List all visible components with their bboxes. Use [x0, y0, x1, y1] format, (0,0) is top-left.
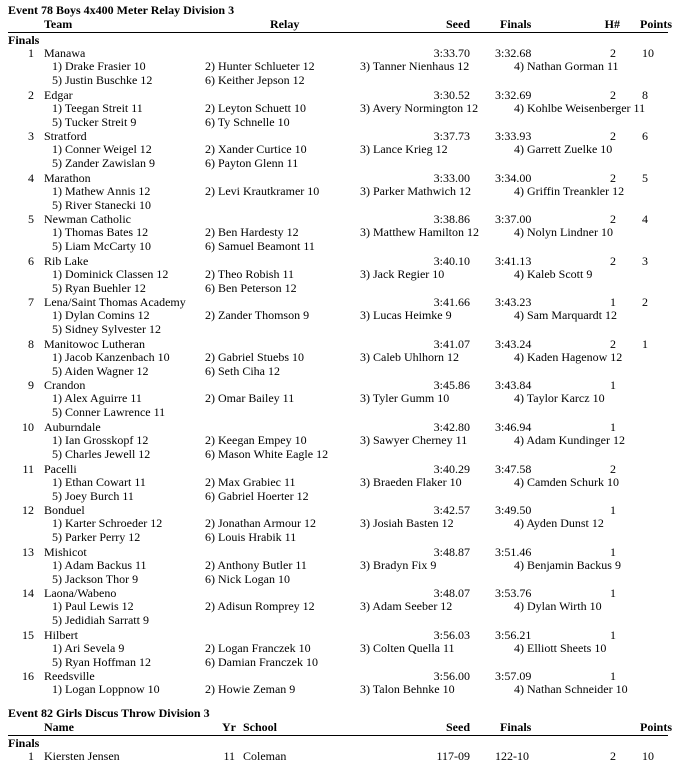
result-place: 16	[22, 669, 34, 683]
relay-runner: 2) Keegan Empey 10	[205, 433, 307, 447]
relay-runner: 1) Drake Frasier 10	[52, 59, 146, 73]
relay-runner: 4) Sam Marquardt 12	[514, 308, 617, 322]
relay-runner: 5) Ryan Hoffman 12	[52, 655, 151, 669]
result-finals: 3:57.09	[495, 669, 532, 683]
result-team: Manitowoc Lutheran	[44, 337, 145, 351]
result-points: 4	[642, 212, 648, 226]
relay-runner: 5) Ryan Buehler 12	[52, 281, 146, 295]
relay-runner: 2) Leyton Schuett 10	[205, 101, 306, 115]
relay-runner: 4) Kohlbe Weisenberger 11	[514, 101, 646, 115]
header-divider	[8, 32, 668, 33]
result-place: 6	[28, 254, 34, 268]
col-header-name: Name	[44, 720, 74, 734]
relay-runner: 1) Ethan Cowart 11	[52, 475, 146, 489]
relay-runner: 4) Garrett Zuelke 10	[514, 142, 613, 156]
relay-runner: 3) Caleb Uhlhorn 12	[360, 350, 459, 364]
result-team: Newman Catholic	[44, 212, 131, 226]
result-place: 10	[22, 420, 34, 434]
result-finals: 3:32.68	[495, 46, 532, 60]
result-place: 1	[28, 46, 34, 60]
relay-runner: 1) Ari Sevela 9	[52, 641, 125, 655]
relay-runner: 2) Omar Bailey 11	[205, 391, 295, 405]
relay-runner: 3) Braeden Flaker 10	[360, 475, 462, 489]
header-divider	[8, 735, 668, 736]
result-seed: 3:30.52	[433, 88, 470, 102]
relay-runner: 3) Tanner Nienhaus 12	[360, 59, 470, 73]
result-heat: 1	[610, 669, 616, 683]
result-team: Rib Lake	[44, 254, 89, 268]
result-finals: 3:37.00	[495, 212, 532, 226]
col-header-yr: Yr	[222, 720, 236, 734]
relay-runner: 3) Lucas Heimke 9	[360, 308, 452, 322]
result-heat: 2	[610, 462, 616, 476]
relay-runner: 5) River Stanecki 10	[52, 198, 151, 212]
event-title: Event 78 Boys 4x400 Meter Relay Division 3	[8, 3, 235, 17]
result-heat: 1	[610, 503, 616, 517]
result-team: Stratford	[44, 129, 87, 143]
col-header-points: Points	[640, 17, 673, 31]
relay-runner: 3) Adam Seeber 12	[360, 599, 453, 613]
result-finals: 3:47.58	[495, 462, 532, 476]
relay-runner: 3) Colten Quella 11	[360, 641, 455, 655]
col-header-points: Points	[640, 720, 673, 734]
result-finals: 3:34.00	[495, 171, 532, 185]
result-finals: 3:53.76	[495, 586, 532, 600]
result-place: 11	[22, 462, 34, 476]
relay-runner: 3) Parker Mathwich 12	[360, 184, 471, 198]
col-header-team: Team	[44, 17, 73, 31]
relay-runner: 2) Howie Zeman 9	[205, 682, 296, 696]
result-year: 11	[223, 749, 235, 763]
result-heat: 2	[610, 88, 616, 102]
relay-runner: 5) Sidney Sylvester 12	[52, 322, 161, 336]
relay-runner: 6) Damian Franczek 10	[205, 655, 318, 669]
result-seed: 3:33.70	[433, 46, 470, 60]
relay-runner: 2) Zander Thomson 9	[205, 308, 310, 322]
result-place: 8	[28, 337, 34, 351]
result-place: 5	[28, 212, 34, 226]
result-finals: 3:32.69	[495, 88, 532, 102]
result-seed: 3:40.10	[433, 254, 470, 268]
result-points: 6	[642, 129, 648, 143]
relay-runner: 6) Gabriel Hoerter 12	[205, 489, 309, 503]
relay-runner: 1) Karter Schroeder 12	[52, 516, 163, 530]
result-seed: 3:48.87	[433, 545, 470, 559]
relay-runner: 1) Teegan Streit 11	[52, 101, 143, 115]
result-heat: 1	[610, 545, 616, 559]
relay-runner: 2) Adisun Romprey 12	[205, 599, 315, 613]
relay-runner: 2) Jonathan Armour 12	[205, 516, 316, 530]
relay-runner: 5) Jackson Thor 9	[52, 572, 139, 586]
result-seed: 3:41.66	[433, 295, 470, 309]
relay-runner: 3) Jack Regier 10	[360, 267, 445, 281]
result-heat: 1	[610, 378, 616, 392]
relay-runner: 1) Dylan Comins 12	[52, 308, 150, 322]
relay-runner: 3) Talon Behnke 10	[360, 682, 455, 696]
relay-runner: 1) Paul Lewis 12	[52, 599, 134, 613]
result-seed: 117-09	[436, 749, 470, 763]
relay-runner: 6) Seth Ciha 12	[205, 364, 280, 378]
result-finals: 3:51.46	[495, 545, 532, 559]
relay-runner: 6) Keither Jepson 12	[205, 73, 305, 87]
result-points: 5	[642, 171, 648, 185]
relay-runner: 2) Theo Robish 11	[205, 267, 294, 281]
relay-runner: 3) Josiah Basten 12	[360, 516, 454, 530]
result-heat: 1	[610, 628, 616, 642]
result-place: 12	[22, 503, 34, 517]
result-team: Marathon	[44, 171, 91, 185]
relay-runner: 1) Logan Loppnow 10	[52, 682, 160, 696]
relay-runner: 5) Liam McCarty 10	[52, 239, 151, 253]
relay-runner: 4) Taylor Karcz 10	[514, 391, 605, 405]
result-heat: 2	[610, 129, 616, 143]
event-title: Event 82 Girls Discus Throw Division 3	[8, 706, 210, 720]
result-team: Hilbert	[44, 628, 78, 642]
relay-runner: 1) Jacob Kanzenbach 10	[52, 350, 170, 364]
result-heat: 1	[610, 586, 616, 600]
relay-runner: 4) Nolyn Lindner 10	[514, 225, 613, 239]
result-heat: 2	[610, 212, 616, 226]
result-points: 1	[642, 337, 648, 351]
relay-runner: 1) Thomas Bates 12	[52, 225, 149, 239]
relay-runner: 1) Ian Grosskopf 12	[52, 433, 149, 447]
result-points: 3	[642, 254, 648, 268]
result-team: Manawa	[44, 46, 86, 60]
col-header-school: School	[243, 720, 278, 734]
relay-runner: 4) Nathan Schneider 10	[514, 682, 628, 696]
result-heat: 1	[610, 420, 616, 434]
result-finals: 3:43.23	[495, 295, 532, 309]
result-team: Bonduel	[44, 503, 85, 517]
result-seed: 3:42.80	[433, 420, 470, 434]
result-team: Laona/Wabeno	[44, 586, 117, 600]
result-team: Auburndale	[44, 420, 101, 434]
relay-runner: 4) Ayden Dunst 12	[514, 516, 604, 530]
section-label: Finals	[8, 736, 40, 750]
relay-runner: 2) Max Grabiec 11	[205, 475, 296, 489]
relay-runner: 4) Elliott Sheets 10	[514, 641, 607, 655]
relay-runner: 2) Levi Krautkramer 10	[205, 184, 320, 198]
result-place: 13	[22, 545, 34, 559]
section-label: Finals	[8, 33, 40, 47]
result-place: 9	[28, 378, 34, 392]
relay-runner: 6) Mason White Eagle 12	[205, 447, 329, 461]
result-place: 3	[28, 129, 34, 143]
result-school: Coleman	[243, 749, 287, 763]
relay-runner: 5) Charles Jewell 12	[52, 447, 151, 461]
relay-runner: 5) Justin Buschke 12	[52, 73, 153, 87]
result-points: 10	[642, 749, 654, 763]
relay-runner: 4) Benjamin Backus 9	[514, 558, 621, 572]
relay-runner: 2) Xander Curtice 10	[205, 142, 307, 156]
result-heat: 1	[610, 295, 616, 309]
relay-runner: 3) Sawyer Cherney 11	[360, 433, 468, 447]
col-header-heat: H#	[604, 17, 620, 31]
result-finals: 3:43.24	[495, 337, 532, 351]
relay-runner: 3) Lance Krieg 12	[360, 142, 448, 156]
relay-runner: 5) Tucker Streit 9	[52, 115, 137, 129]
result-team: Crandon	[44, 378, 86, 392]
result-seed: 3:33.00	[433, 171, 470, 185]
result-seed: 3:45.86	[433, 378, 470, 392]
relay-runner: 1) Mathew Annis 12	[52, 184, 151, 198]
result-finals: 3:33.93	[495, 129, 532, 143]
relay-runner: 1) Adam Backus 11	[52, 558, 147, 572]
result-seed: 3:40.29	[433, 462, 470, 476]
result-team: Edgar	[44, 88, 73, 102]
result-name: Kiersten Jensen	[44, 749, 120, 763]
result-seed: 3:38.86	[433, 212, 470, 226]
result-points: 8	[642, 88, 648, 102]
col-header-seed: Seed	[446, 720, 470, 734]
result-points: 10	[642, 46, 654, 60]
result-place: 14	[22, 586, 34, 600]
relay-runner: 5) Parker Perry 12	[52, 530, 141, 544]
result-finals: 3:46.94	[495, 420, 532, 434]
result-heat: 2	[610, 46, 616, 60]
relay-runner: 5) Joey Burch 11	[52, 489, 134, 503]
result-seed: 3:42.57	[433, 503, 470, 517]
relay-runner: 4) Adam Kundinger 12	[514, 433, 625, 447]
relay-runner: 3) Matthew Hamilton 12	[360, 225, 479, 239]
relay-runner: 4) Camden Schurk 10	[514, 475, 619, 489]
col-header-finals: Finals	[500, 720, 532, 734]
relay-runner: 4) Griffin Treankler 12	[514, 184, 625, 198]
relay-runner: 6) Ben Peterson 12	[205, 281, 297, 295]
relay-runner: 6) Ty Schnelle 10	[205, 115, 290, 129]
relay-runner: 3) Bradyn Fix 9	[360, 558, 437, 572]
relay-runner: 1) Conner Weigel 12	[52, 142, 152, 156]
result-team: Reedsville	[44, 669, 95, 683]
result-seed: 3:41.07	[433, 337, 470, 351]
result-seed: 3:37.73	[433, 129, 470, 143]
relay-runner: 6) Louis Hrabik 11	[205, 530, 297, 544]
relay-runner: 4) Kaleb Scott 9	[514, 267, 593, 281]
result-finals: 122-10	[495, 749, 529, 763]
relay-runner: 2) Ben Hardesty 12	[205, 225, 299, 239]
result-place: 15	[22, 628, 34, 642]
result-finals: 3:43.84	[495, 378, 532, 392]
relay-runner: 2) Anthony Butler 11	[205, 558, 307, 572]
result-finals: 3:49.50	[495, 503, 532, 517]
result-heat: 2	[610, 749, 616, 763]
relay-runner: 4) Dylan Wirth 10	[514, 599, 602, 613]
relay-runner: 4) Kaden Hagenow 12	[514, 350, 623, 364]
result-team: Lena/Saint Thomas Academy	[44, 295, 186, 309]
relay-runner: 4) Nathan Gorman 11	[514, 59, 619, 73]
relay-runner: 1) Dominick Classen 12	[52, 267, 169, 281]
col-header-seed: Seed	[446, 17, 470, 31]
col-header-relay: Relay	[270, 17, 300, 31]
relay-runner: 6) Nick Logan 10	[205, 572, 290, 586]
result-points: 2	[642, 295, 648, 309]
relay-runner: 6) Payton Glenn 11	[205, 156, 299, 170]
result-seed: 3:48.07	[433, 586, 470, 600]
relay-runner: 5) Aiden Wagner 12	[52, 364, 149, 378]
result-place: 7	[28, 295, 34, 309]
relay-runner: 5) Conner Lawrence 11	[52, 405, 166, 419]
result-finals: 3:41.13	[495, 254, 532, 268]
result-team: Mishicot	[44, 545, 87, 559]
result-heat: 2	[610, 337, 616, 351]
result-place: 4	[28, 171, 34, 185]
result-finals: 3:56.21	[495, 628, 532, 642]
relay-runner: 1) Alex Aguirre 11	[52, 391, 142, 405]
relay-runner: 2) Logan Franczek 10	[205, 641, 311, 655]
relay-runner: 6) Samuel Beamont 11	[205, 239, 315, 253]
result-heat: 2	[610, 254, 616, 268]
relay-runner: 3) Avery Normington 12	[360, 101, 479, 115]
result-heat: 2	[610, 171, 616, 185]
relay-runner: 5) Zander Zawislan 9	[52, 156, 155, 170]
col-header-finals: Finals	[500, 17, 532, 31]
relay-runner: 5) Jedidiah Sarratt 9	[52, 613, 149, 627]
result-seed: 3:56.00	[433, 669, 470, 683]
relay-runner: 3) Tyler Gumm 10	[360, 391, 450, 405]
result-place: 1	[28, 749, 34, 763]
result-team: Pacelli	[44, 462, 77, 476]
result-place: 2	[28, 88, 34, 102]
relay-runner: 2) Gabriel Stuebs 10	[205, 350, 304, 364]
result-seed: 3:56.03	[433, 628, 470, 642]
relay-runner: 2) Hunter Schlueter 12	[205, 59, 315, 73]
